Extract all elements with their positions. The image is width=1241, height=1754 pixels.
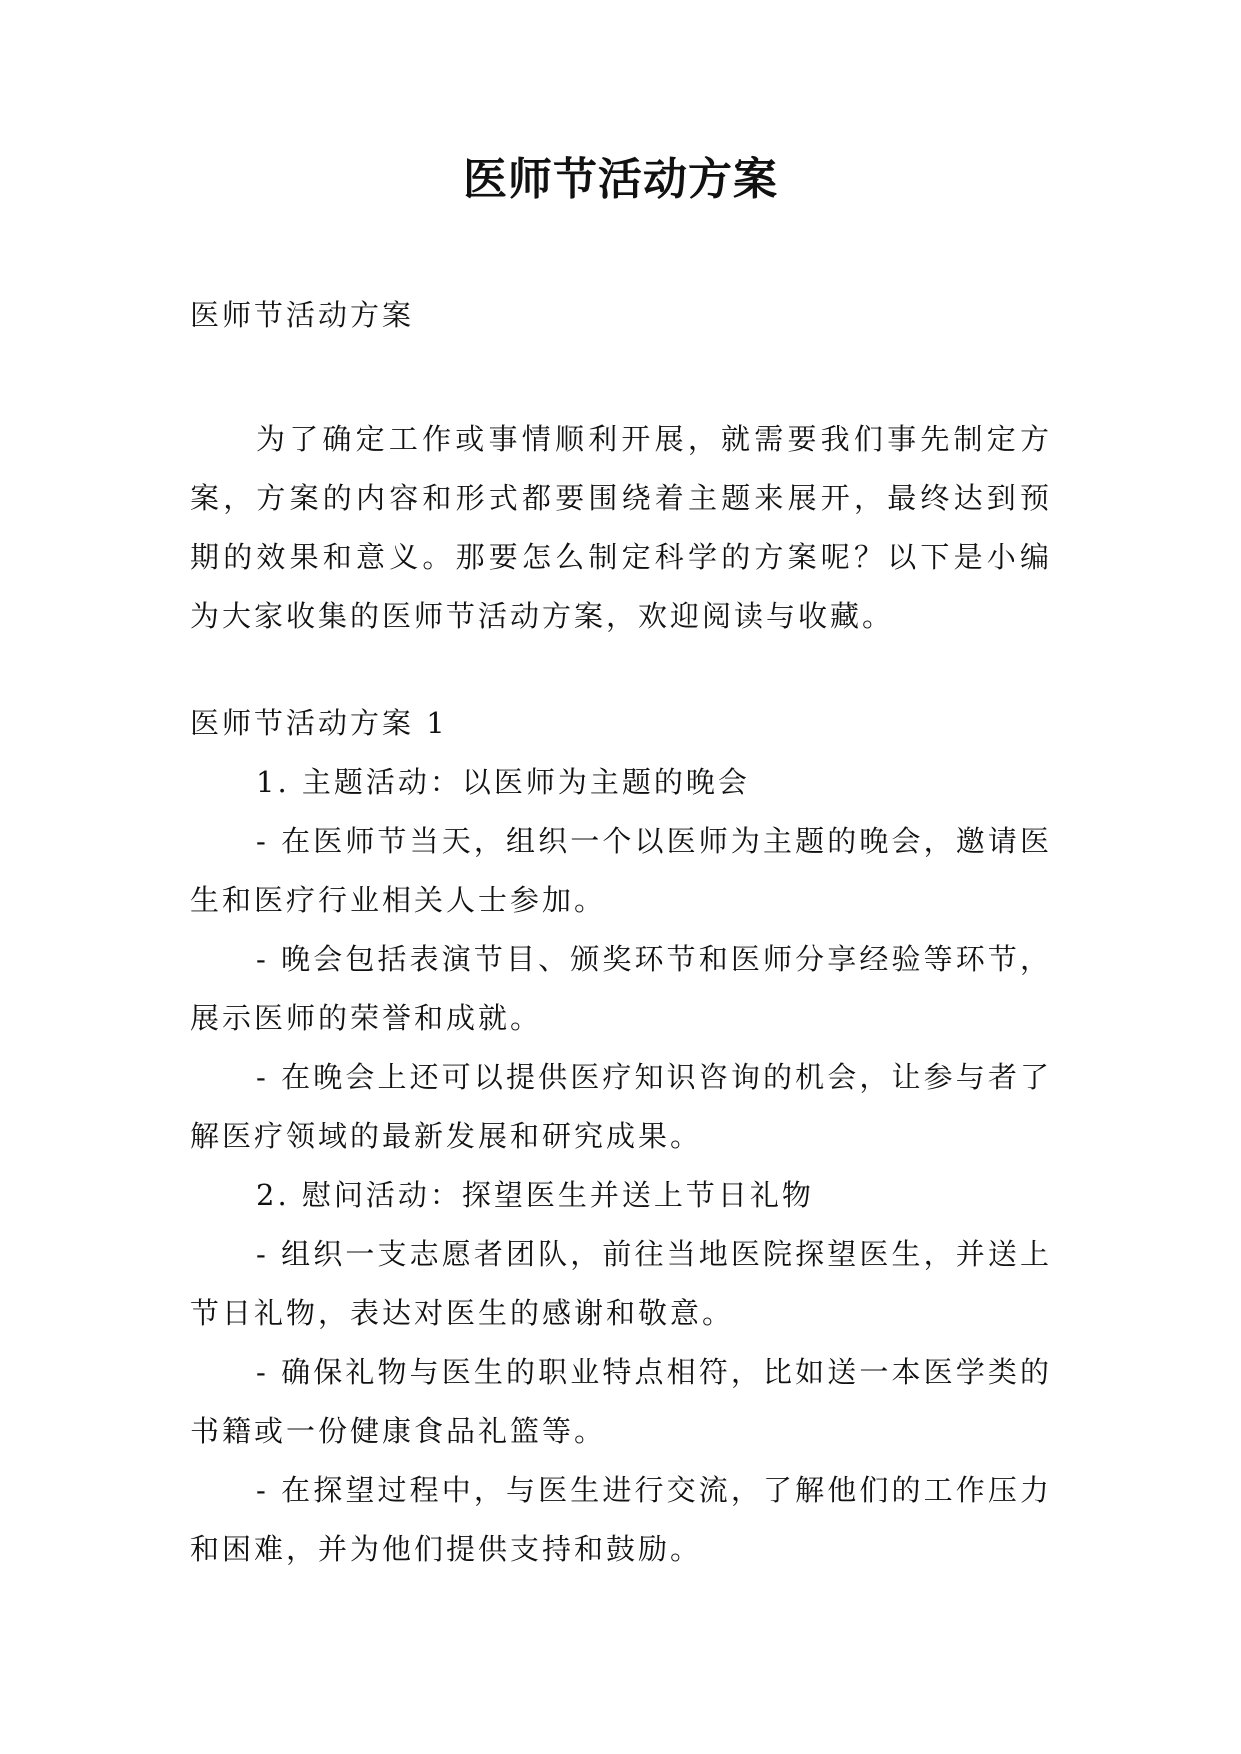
- bullet-paragraph: - 晚会包括表演节目、颁奖环节和医师分享经验等环节，展示医师的荣誉和成就。: [190, 942, 1052, 1035]
- bullet-paragraph: - 在医师节当天，组织一个以医师为主题的晚会，邀请医生和医疗行业相关人士参加。: [190, 824, 1052, 917]
- bullet-paragraph: - 确保礼物与医生的职业特点相符，比如送一本医学类的书籍或一份健康食品礼篮等。: [190, 1355, 1052, 1448]
- bullet-paragraph: - 在探望过程中，与医生进行交流，了解他们的工作压力和困难，并为他们提供支持和鼓励。: [190, 1473, 1052, 1566]
- activity-heading-2: 2. 慰问活动：探望医生并送上节日礼物: [256, 1178, 814, 1212]
- bullet-paragraph: - 组织一支志愿者团队，前往当地医院探望医生，并送上节日礼物，表达对医生的感谢和敬意。: [190, 1237, 1052, 1330]
- section-heading: 医师节活动方案 1: [190, 706, 448, 740]
- document-subtitle: [190, 286, 1052, 345]
- document-title: 医师节活动方案: [463, 154, 778, 205]
- bullet-paragraph: - 在晚会上还可以提供医疗知识咨询的机会，让参与者了解医疗领域的最新发展和研究成果。: [190, 1060, 1052, 1153]
- intro-paragraph: [190, 410, 1052, 646]
- intro-text: 为了确定工作或事情顺利开展，就需要我们事先制定方案，方案的内容和形式都要围绕着主题来展开，最终达到预期的效果和意义。那要怎么制定科学的方案呢？以下是小编为大家收集的医师节活动方案，欢迎阅读与收藏。: [190, 422, 1052, 633]
- section-1: [190, 694, 1052, 1579]
- activity-heading-1: 1. 主题活动：以医师为主题的晚会: [256, 765, 750, 799]
- subtitle-text: 医师节活动方案: [190, 298, 415, 332]
